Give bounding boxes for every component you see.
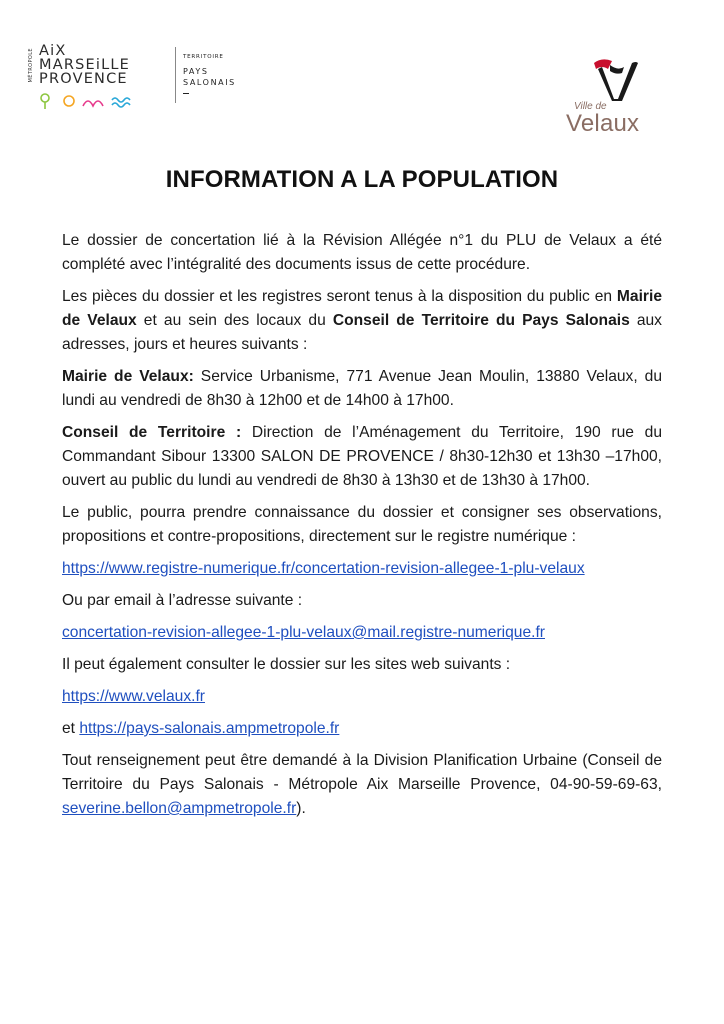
availability-text-c: et au sein des locaux du <box>136 312 333 329</box>
registre-link[interactable]: https://www.registre-numerique.fr/concertation-revision-allegee-1-plu-velaux <box>62 560 585 577</box>
paragraph-conseil <box>62 421 662 493</box>
document-body <box>62 229 662 829</box>
paragraph-public: Le public, pourra prendre connaissance du dossier et consigner ses observations, propositions et contre-propositions, directement sur le registre numérique : <box>62 504 662 545</box>
velaux-emblem-icon <box>588 55 640 103</box>
paragraph-salonais-link <box>62 717 662 741</box>
velaux-website-link[interactable]: https://www.velaux.fr <box>62 688 205 705</box>
mairie-details: Service Urbanisme, 771 Avenue Jean Moulin, 13880 Velaux, du lundi au vendredi de 8h30 à 12h00 et de 14h00 à 17h00. <box>62 368 663 409</box>
metropole-vertical-label <box>28 48 36 104</box>
paragraph-registre-link <box>62 557 662 581</box>
hills-icon <box>83 101 103 106</box>
mairie-label: Mairie de Velaux: <box>62 368 194 385</box>
paragraph-websites-intro: Il peut également consulter le dossier sur les sites web suivants : <box>62 656 511 673</box>
availability-mairie: Mairie de Velaux <box>62 288 662 329</box>
velaux-logo <box>560 55 670 145</box>
contact-email-link[interactable]: severine.bellon@ampmetropole.fr <box>62 800 297 817</box>
sun-icon <box>64 96 74 106</box>
paragraph-email-intro: Ou par email à l’adresse suivante : <box>62 592 303 609</box>
salonais-prefix: et <box>62 720 80 737</box>
contact-text: Tout renseignement peut être demandé à la Division Planification Urbaine (Conseil de Territoire du Pays Salonais - Métropole Aix Marseille Provence, 04-90-59-69-63, <box>62 752 662 793</box>
metropole-line-aix: AiX <box>39 43 67 59</box>
metropole-color-icons <box>40 92 150 112</box>
paragraph-intro: Le dossier de concertation lié à la Révision Allégée n°1 du PLU de Velaux a été complété avec l’intégralité des documents issus de cette procédure. <box>62 232 662 273</box>
territoire-label <box>183 54 236 94</box>
salonais-website-link[interactable]: https://pays-salonais.ampmetropole.fr <box>79 720 340 737</box>
metropole-vertical-text: MÉTROPOLE <box>28 48 34 83</box>
territoire-pays: PAYS <box>183 67 209 76</box>
velaux-name: Velaux <box>566 110 640 137</box>
paragraph-contact <box>62 749 662 821</box>
availability-conseil: Conseil de Territoire du Pays Salonais <box>332 312 630 329</box>
availability-text-e: aux adresses, jours et heures suivants : <box>62 312 662 353</box>
territoire-salonais: SALONAIS <box>183 78 236 87</box>
conseil-details: Direction de l’Aménagement du Territoire, 190 rue du Commandant Sibour 13300 SALON DE PROVENCE / 8h30-12h30 et 13h30 –17h00, ouvert au public du lundi au vendredi de 8h30 à 13h30 et de 13h30 à 17h00. <box>62 424 662 489</box>
page-title: INFORMATION A LA POPULATION <box>165 166 559 193</box>
tree-icon <box>41 94 49 109</box>
paragraph-velaux-link <box>62 685 662 709</box>
metropole-line-marseille: MARSEiLLE <box>39 57 131 73</box>
conseil-label: Conseil de Territoire : <box>62 424 242 441</box>
logo-divider <box>175 47 176 103</box>
metropole-logo <box>28 44 238 114</box>
waves-icon <box>112 98 130 107</box>
territoire-small: TERRITOIRE <box>183 54 224 60</box>
availability-text-a: Les pièces du dossier et les registres seront tenus à la disposition du public en <box>62 288 617 305</box>
contact-closing: ). <box>296 800 306 817</box>
paragraph-availability <box>62 285 662 357</box>
email-link[interactable]: concertation-revision-allegee-1-plu-velaux@mail.registre-numerique.fr <box>62 624 545 641</box>
metropole-wordmark <box>39 44 130 86</box>
velaux-ville-de: Ville de <box>574 101 607 112</box>
territoire-dash <box>183 93 189 94</box>
paragraph-email-link <box>62 621 662 645</box>
paragraph-mairie <box>62 365 662 413</box>
metropole-line-provence: PROVENCE <box>39 71 128 87</box>
